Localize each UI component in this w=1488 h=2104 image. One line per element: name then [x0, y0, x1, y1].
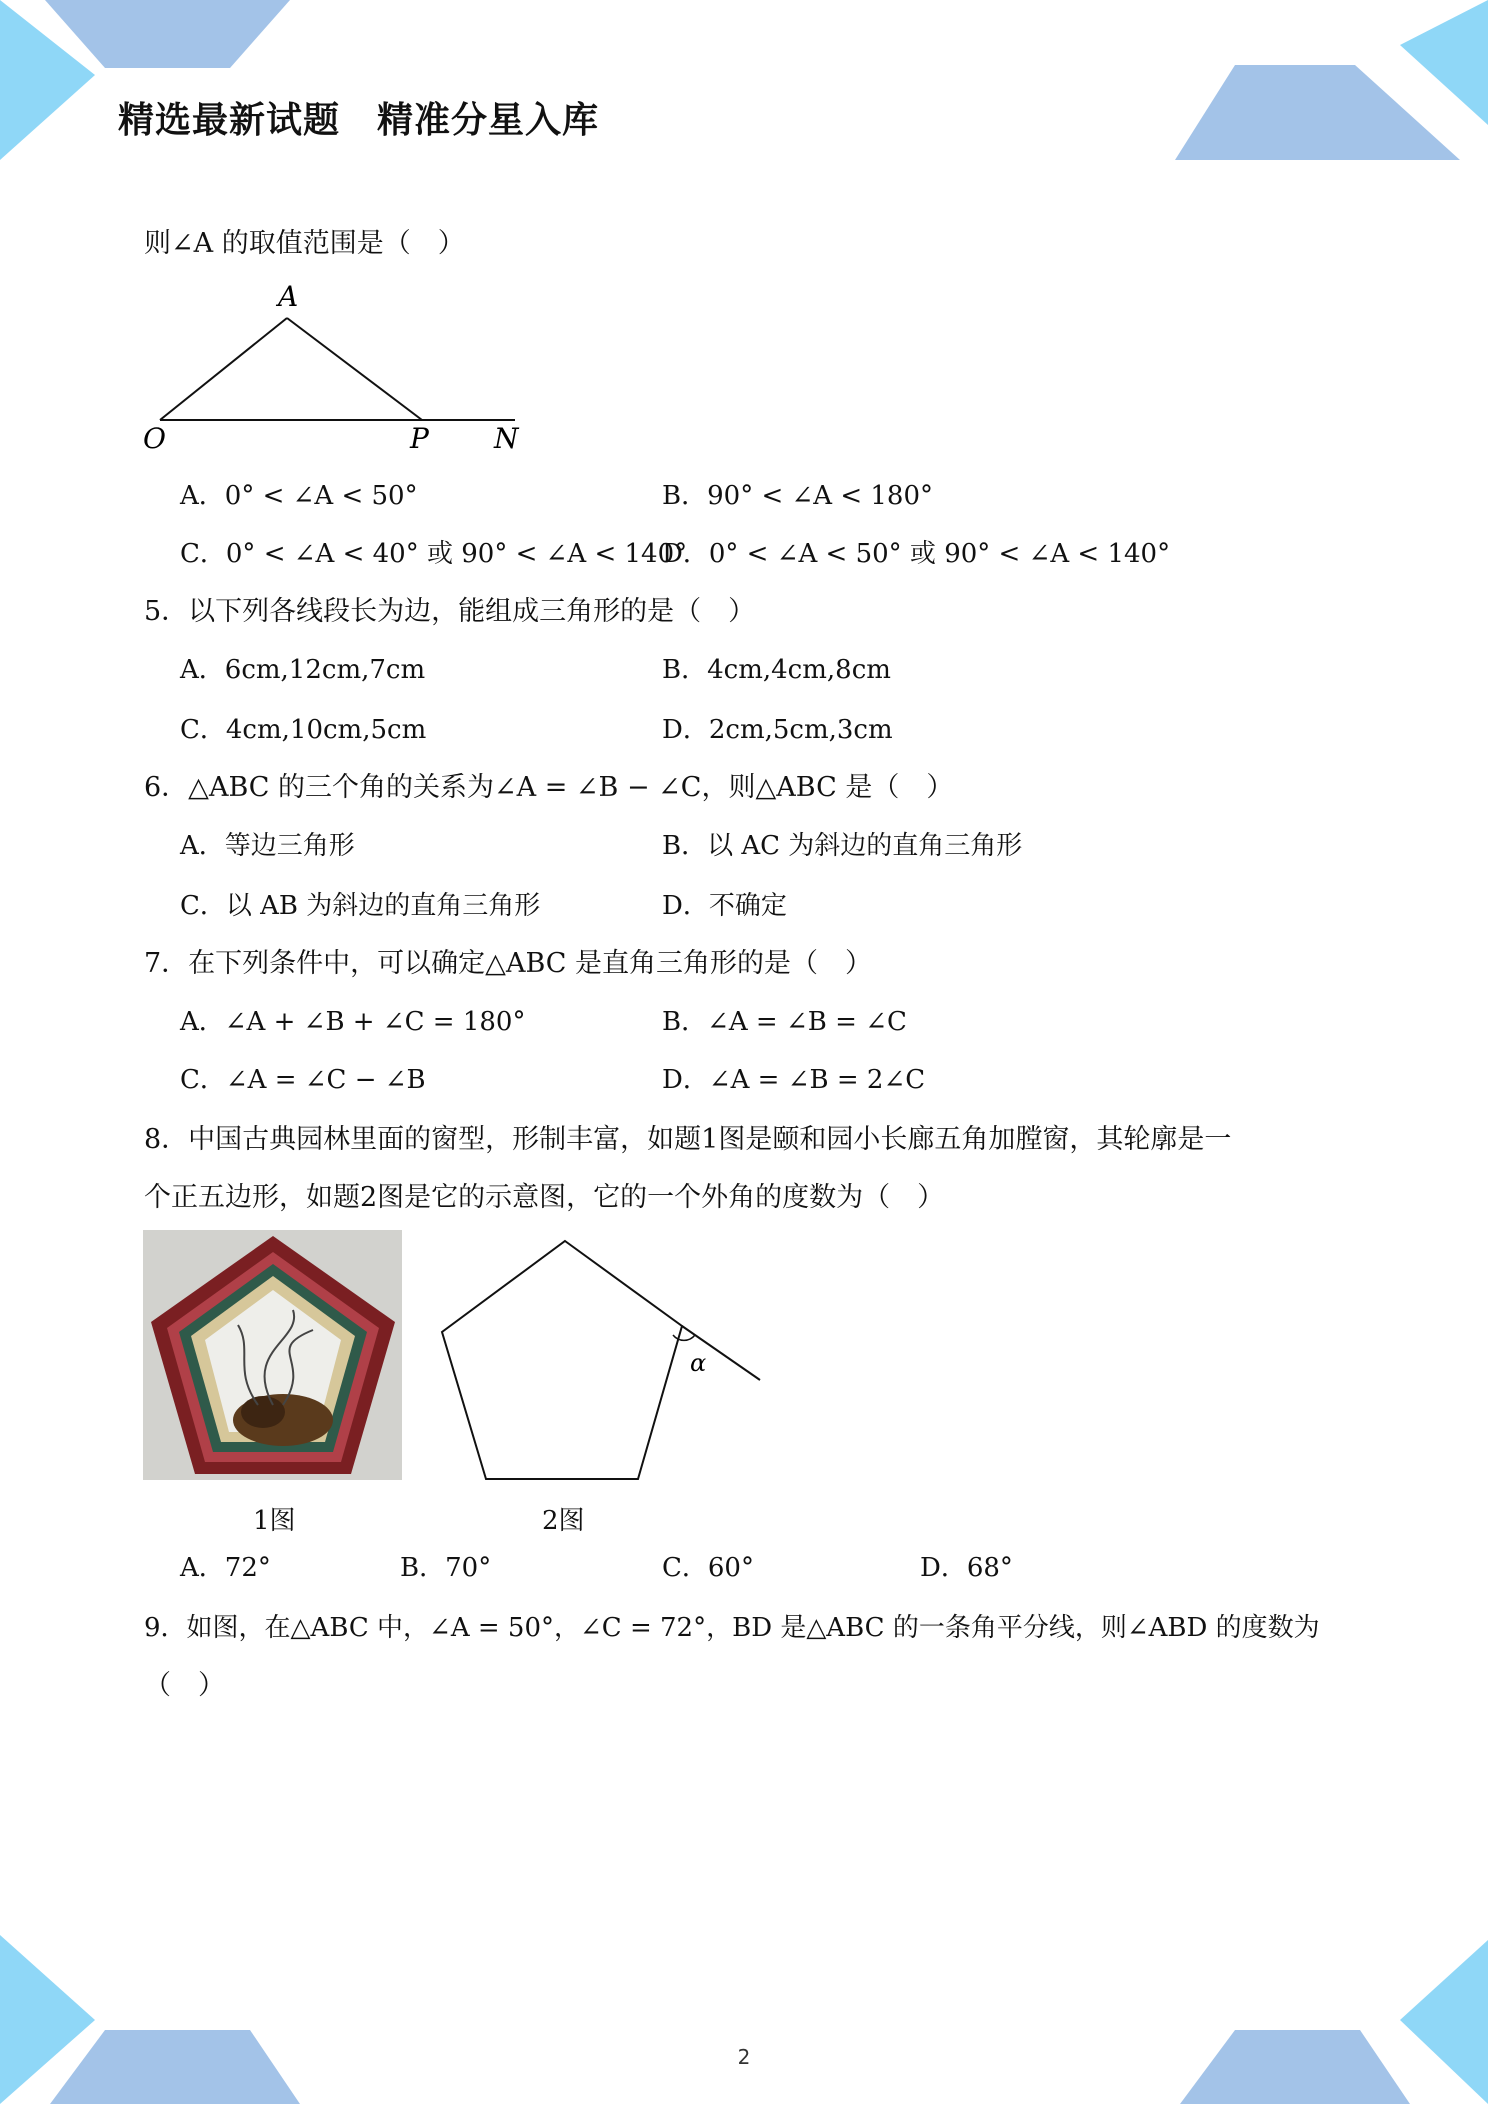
q9-stem-line2: （ ）	[144, 1670, 225, 1701]
q8-pentagon-figure	[430, 1235, 770, 1485]
q8-stem-line2: 个正五边形，如题2图是它的示意图，它的一个外角的度数为（ ）	[144, 1182, 945, 1213]
q6-option-b[interactable]: B．以 AC 为斜边的直角三角形	[662, 831, 1023, 861]
q4-option-d[interactable]: D．0° < ∠A < 50° 或 90° < ∠A < 140°	[662, 539, 1171, 569]
q6-option-a[interactable]: A．等边三角形	[180, 831, 355, 861]
decor-top-right-trapezoid	[1175, 65, 1460, 160]
q8-caption-1: 1图	[253, 1506, 296, 1536]
decor-top-right-triangle	[1400, 0, 1488, 125]
q7-option-c[interactable]: C．∠A = ∠C − ∠B	[180, 1065, 426, 1095]
label-P: P	[410, 422, 429, 455]
q8-option-b[interactable]: B．70°	[400, 1553, 492, 1583]
q7-option-d[interactable]: D．∠A = ∠B = 2∠C	[662, 1065, 926, 1095]
q8-option-a[interactable]: A．72°	[180, 1553, 271, 1583]
q5-option-b[interactable]: B．4cm,4cm,8cm	[662, 655, 891, 685]
q5-option-c[interactable]: C．4cm,10cm,5cm	[180, 715, 427, 745]
q5-option-a[interactable]: A．6cm,12cm,7cm	[180, 655, 426, 685]
q8-caption-2: 2图	[542, 1506, 585, 1536]
q4-option-b[interactable]: B．90° < ∠A < 180°	[662, 481, 934, 511]
decor-top-left-trapezoid	[45, 0, 290, 68]
header-title: 精选最新试题 精准分星入库	[118, 100, 600, 141]
q5-option-d[interactable]: D．2cm,5cm,3cm	[662, 715, 893, 745]
q8-option-c[interactable]: C．60°	[662, 1553, 754, 1583]
q8-stem-line1: 8．中国古典园林里面的窗型，形制丰富，如题1图是颐和园小长廊五角加膛窗，其轮廓是一	[144, 1124, 1232, 1155]
q6-option-c[interactable]: C．以 AB 为斜边的直角三角形	[180, 891, 541, 921]
q6-stem: 6．△ABC 的三个角的关系为∠A = ∠B − ∠C，则△ABC 是（ ）	[144, 772, 954, 803]
q5-stem: 5．以下列各线段长为边，能组成三角形的是（ ）	[144, 596, 756, 627]
label-A: A	[278, 280, 299, 313]
decor-bottom-right-triangle	[1400, 1940, 1488, 2104]
label-N: N	[494, 422, 519, 455]
q4-option-c[interactable]: C．0° < ∠A < 40° 或 90° < ∠A < 140°	[180, 539, 688, 569]
q6-option-d[interactable]: D．不确定	[662, 891, 787, 921]
page-number: 2	[737, 2045, 751, 2069]
q4-figure-triangle	[140, 278, 540, 458]
q4-stem: 则∠A 的取值范围是（ ）	[144, 228, 465, 259]
q4-option-a[interactable]: A．0° < ∠A < 50°	[180, 481, 418, 511]
q8-option-d[interactable]: D．68°	[920, 1553, 1013, 1583]
q7-option-a[interactable]: A．∠A + ∠B + ∠C = 180°	[180, 1007, 526, 1037]
q7-option-b[interactable]: B．∠A = ∠B = ∠C	[662, 1007, 907, 1037]
alpha-label: α	[690, 1349, 707, 1377]
q8-photo-window	[143, 1230, 402, 1480]
q7-stem: 7．在下列条件中，可以确定△ABC 是直角三角形的是（ ）	[144, 948, 873, 979]
q9-stem-line1: 9．如图，在△ABC 中，∠A = 50°，∠C = 72°，BD 是△ABC 的一条角平分线，则∠ABD 的度数为	[144, 1613, 1320, 1643]
label-O: O	[143, 422, 166, 455]
